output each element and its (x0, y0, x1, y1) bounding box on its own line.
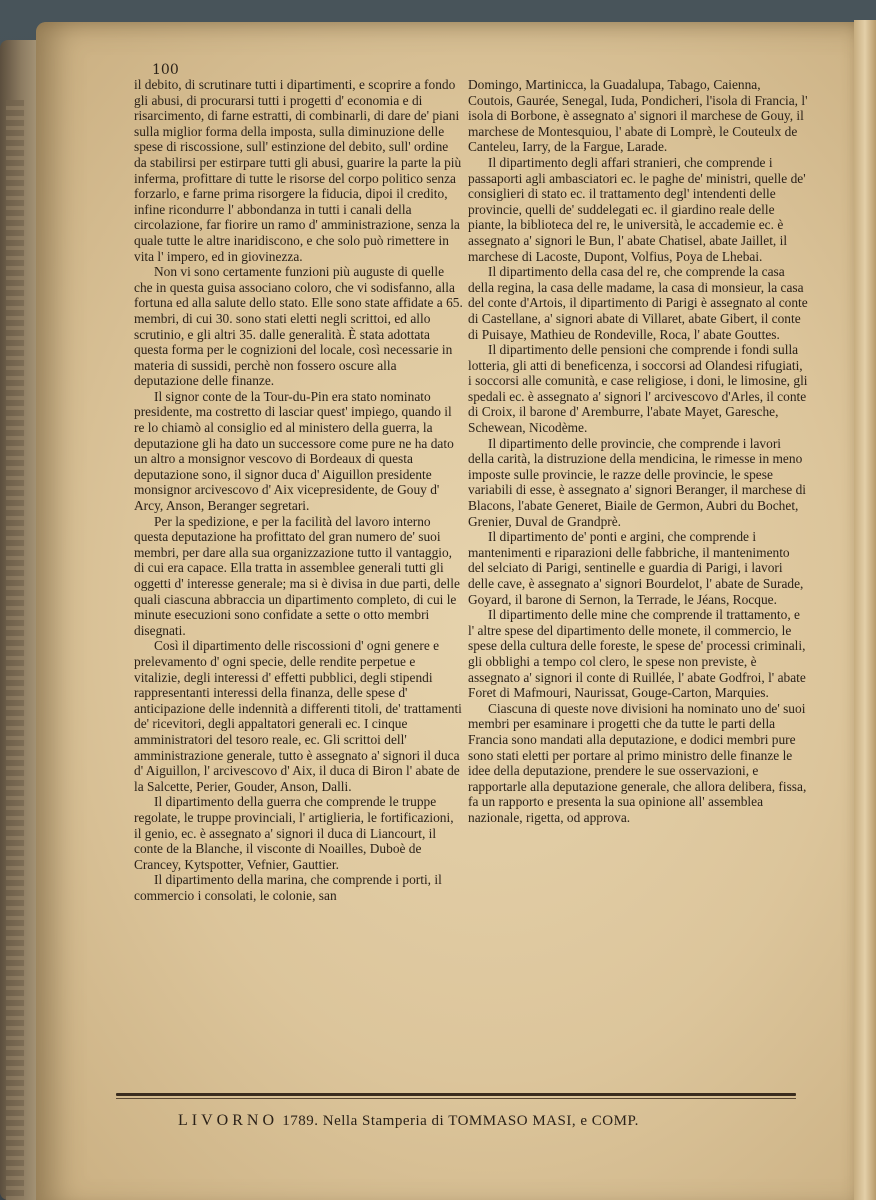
paragraph: Ciascuna di queste nove divisioni ha nominato uno de' suoi membri per esaminare i progetti che da tutte le parti della Francia sono mandati alla deputazione, e dodici membri pure sono stati eletti per portare al primo ministro delle finanze le idee della deputazione, prendere le sue osservazioni, e rapportarle alla deputazione generale, che allora delibera, fissa, fa un rapporto e presenta la sua opinione all' assemblea nazionale, rigetta, od approva. (468, 700, 807, 825)
left-column (134, 77, 464, 903)
paragraph: Non vi sono certamente funzioni più auguste di quelle che in questa guisa associano coloro, che vi sodisfanno, alla fortuna ed alla salute dello stato. Elle sono state affidate a 65. membri, di cui 30. sono stati eletti negli scrittoi, ed allo scrutinio, e gli altri 35. dalle generalità. È stata adottata questa forma per le cognizioni del locale, così necessarie in materia di sussidi, perchè non fossero oscure alla deputazione delle finanze. (134, 264, 463, 389)
divider-rule-thin (116, 1098, 796, 1099)
paragraph: Così il dipartimento delle riscossioni d' ogni genere e prelevamento d' ogni specie, delle rendite perpetue e vitalizie, degli interessi d' effetti pubblici, degli stipendi rappresentanti interessi della finanza, delle spese d' anticipazione delle indennità a differenti titoli, de' trattamenti de' ricevitori, degli appaltatori generali ec. I cinque amministratori del tesoro reale, ec. Gli scrittoi dell' amministrazione generale, tutto è assegnato a' signori il duca d' Aiguillon, l' arcivescovo d' Aix, il duca di Biron l' abate de la Salcette, Perier, Gouder, Anson, Dalli. (134, 638, 462, 794)
paragraph: Il dipartimento della guerra che comprende le truppe regolate, le truppe provinciali, l' artiglieria, le fortificazioni, il genio, ec. è assegnato a' signori il duca di Liancourt, il conte de la Blanche, il visconte di Noailles, Duboè de Crancey, Kytspotter, Vefnier, Gauttier. (134, 794, 454, 872)
paragraph: Il dipartimento della casa del re, che comprende la casa della regina, la casa delle madame, la casa di monsieur, la casa del conte d'Artois, il dipartimento di Parigi è assegnato al conte di Castellane, a' signori abate di Villaret, abate Gibert, il conte di Puisaye, Mathieu de Rondeville, Roca, l' abate Gouttes. (468, 264, 808, 342)
paragraph: Il dipartimento delle mine che comprende il trattamento, e l' altre spese del dipartimento delle monete, il commercio, le spese della cultura delle foreste, le spese de' processi criminali, gli obblighi a tempo col clero, le spese non previste, è assegnato a' signori il conte di Ruillée, l' abate Godfroi, l' abate Foret di Mafmouri, Naurissat, Gouge-Carton, Marquies. (468, 607, 806, 701)
page-right-edge (854, 20, 876, 1200)
paragraph: Per la spedizione, e per la facilità del lavoro interno questa deputazione ha profittato del gran numero de' suoi membri, per dare alla sua organizzazione tutto il vantaggio, di cui era capace. Ella tratta in assemblee generali tutti gli oggetti d' interesse generale; ma si è divisa in due parti, delle quali ciascuna abbraccia un dipartimento completo, di cui le minute esecuzioni sono confidate a sette o otto membri disegnati. (134, 513, 460, 638)
paragraph: Il dipartimento degli affari stranieri, che comprende i passaporti agli ambasciatori ec. le paghe de' ministri, quelle de' consiglieri di stato ec. il trattamento degl' intendenti delle provincie, quelli de' suddelegati ec. il giardino reale delle piante, la biblioteca del re, le università, le accademie ec. è assegnato a' signori le Bun, l' abate Chatisel, abate Jaillet, il marchese di Lacoste, Dupont, Volfius, Poya de Lhebai. (468, 154, 806, 264)
paragraph: Il signor conte de la Tour-du-Pin era stato nominato presidente, ma costretto di lasciar quest' impiego, quando il re lo chiamò al consiglio ed al ministero della guerra, la deputazione gli ha dato un successore come pure ne ha dato un altro a monsignor vescovo di Bordeaux di questa deputazione sono, il signor duca d' Aiguillon presidente monsignor arcivescovo d' Aix vicepresidente, de Gouy d' Arcy, Anson, Beranger segretari. (134, 388, 454, 514)
paragraph: Il dipartimento della marina, che comprende i porti, il commercio i consolati, le colonie, san (134, 872, 442, 903)
paragraph: Il dipartimento delle provincie, che comprende i lavori della carità, la distruzione della mendicina, le rimesse in meno imposte sulle provincie, le razze delle provincie, le spese variabili di esse, è assegnato a' signori Beranger, il marchese di Blacons, l'abate Generet, Biaile de Germon, Aubri du Bochet, Grenier, Duval de Grandprè. (468, 435, 807, 529)
paragraph: Il dipartimento delle pensioni che comprende i fondi sulla lotteria, gli atti di beneficenza, i soccorsi ad Olandesi rifugiati, i soccorsi alle comunità, e case religiose, i doni, le limosine, gli spedali ec. è assegnato a' signori l' arcivescovo d'Arles, il conte di Croix, il barone d' Aremburre, l'abate Mayet, Garesche, Schewean, Nicodème. (468, 342, 808, 436)
paragraph: il debito, di scrutinare tutti i dipartimenti, e scoprire a fondo gli abusi, di procurarsi tutti i progetti d' economia e di risarcimento, di farne estratti, di combinarli, di dare de' piani sulla miglior forma della imposta, sulla diminuzione delle spese di riscossione, sull' estinzione del debito, sull' ordine da stabilirsi per estirpare tutti gli abusi, guarire la parte la più inferma, profittare di tutte le risorse del corpo politico senza forzarlo, e farne prima risorgere la fiducia, dipoi il credito, infine ricondurre l' abbondanza in tutti i canali della circolazione, far fiorire un ramo d' amministrazione, senza la quale tutte le altre inaridiscono, e che solo può rimettere in vita l' impero, ed in giovinezza. (134, 77, 462, 264)
imprint-line (178, 1112, 639, 1130)
imprint-city: LIVORNO (178, 1112, 278, 1129)
imprint-year: 1789. (282, 1113, 319, 1129)
paragraph: Domingo, Martinicca, la Guadalupa, Tabago, Caienna, Coutois, Gaurée, Senegal, Iuda, Pondicheri, l'isola di Francia, l' isola di Borbone, è assegnato a' signori il marchese de Gouy, il marchese de Montesquiou, l' abate di Lomprè, le Couteulx de Canteleu, Iarry, de la Fargue, Larade. (468, 77, 808, 155)
spine-texture (6, 100, 24, 1200)
page-number: 100 (152, 62, 179, 78)
imprint-printer: Nella Stamperia di TOMMASO MASI, e COMP. (322, 1113, 639, 1129)
paragraph: Il dipartimento de' ponti e argini, che comprende i mantenimenti e riparazioni delle fabbriche, il mantenimento del selciato di Parigi, sentinelle e guardia di Parigi, i lavori delle cave, è assegnato a' signori Bourdelot, l' abate de Surade, Goyard, il barone di Sernon, la Terrade, le Jéans, Rocque. (468, 529, 804, 607)
right-column (468, 77, 808, 826)
divider-rule (116, 1093, 796, 1096)
